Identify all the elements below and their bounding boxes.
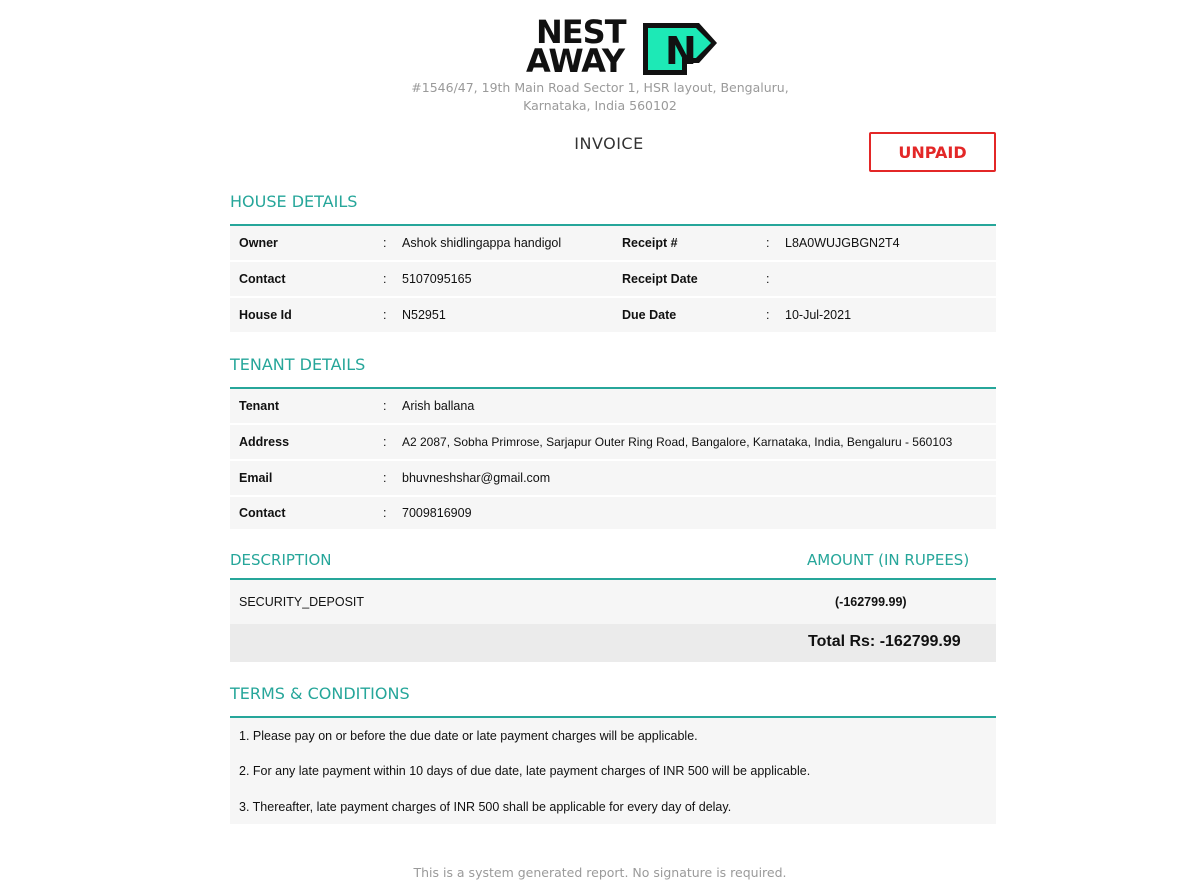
- logo-house-mark: [641, 21, 719, 77]
- description-heading: DESCRIPTION: [230, 551, 332, 569]
- company-address-line-1: #1546/47, 19th Main Road Sector 1, HSR layout, Bengaluru,: [411, 80, 789, 95]
- logo-line-2: AWAY: [526, 42, 625, 80]
- address-value: A2 2087, Sobha Primrose, Sarjapur Outer Ring Road, Bangalore, Karnataka, India, Bengaluru - 560103: [402, 435, 953, 449]
- tenant-row-address: [230, 425, 996, 459]
- house-details-heading: HOUSE DETAILS: [230, 192, 358, 211]
- separator: :: [383, 399, 387, 413]
- receipt-date-label: Receipt Date: [622, 272, 698, 286]
- separator: :: [766, 308, 770, 322]
- tenant-details-heading: TENANT DETAILS: [230, 355, 366, 374]
- house-id-label: House Id: [239, 308, 292, 322]
- due-date-value: 10-Jul-2021: [785, 308, 852, 322]
- company-address-line-2: Karnataka, India 560102: [523, 98, 677, 113]
- terms-item-text: 3. Thereafter, late payment charges of INR 500 shall be applicable for every day of delay.: [239, 799, 732, 814]
- terms-item: [230, 753, 996, 789]
- logo-line-1: NEST: [536, 13, 626, 51]
- terms-item-text: 1. Please pay on or before the due date or late payment charges will be applicable.: [239, 728, 698, 743]
- amount-heading: AMOUNT (IN RUPEES): [807, 551, 970, 569]
- email-value: bhuvneshshar@gmail.com: [402, 471, 551, 485]
- separator: :: [383, 236, 387, 250]
- tenant-row-contact: [230, 497, 996, 529]
- nestaway-logo: [526, 13, 720, 80]
- separator: :: [383, 308, 387, 322]
- tenant-contact-label: Contact: [239, 506, 286, 520]
- separator: :: [766, 272, 770, 286]
- tenant-contact-value: 7009816909: [402, 506, 472, 520]
- contact-label: Contact: [239, 272, 286, 286]
- separator: :: [383, 506, 387, 520]
- charge-line-item: [230, 580, 996, 624]
- contact-value: 5107095165: [402, 272, 472, 286]
- house-row-contact: [230, 262, 996, 296]
- owner-label: Owner: [239, 236, 278, 250]
- charge-description: SECURITY_DEPOSIT: [239, 595, 365, 609]
- footer-note: This is a system generated report. No signature is required.: [413, 865, 787, 880]
- separator: :: [383, 435, 387, 449]
- separator: :: [383, 471, 387, 485]
- terms-heading: TERMS & CONDITIONS: [230, 684, 410, 703]
- logo-mark-letter: N: [665, 29, 697, 73]
- receipt-value: L8A0WUJGBGN2T4: [785, 236, 900, 250]
- house-row-owner: [230, 226, 996, 260]
- tenant-row-email: [230, 461, 996, 495]
- address-label: Address: [239, 435, 290, 449]
- terms-item: [230, 718, 996, 753]
- tenant-row-name: [230, 389, 996, 423]
- terms-item-text: 2. For any late payment within 10 days of due date, late payment charges of INR 500 will be applicable.: [239, 764, 811, 778]
- total-amount: Total Rs: -162799.99: [808, 633, 961, 650]
- separator: :: [766, 236, 770, 250]
- email-label: Email: [239, 471, 273, 485]
- tenant-value: Arish ballana: [402, 399, 475, 413]
- separator: :: [383, 272, 387, 286]
- invoice-title: INVOICE: [574, 134, 644, 153]
- receipt-label: Receipt #: [622, 236, 678, 250]
- charge-amount: (-162799.99): [835, 595, 907, 609]
- terms-item: [230, 789, 996, 824]
- house-row-house-id: [230, 298, 996, 332]
- status-badge: UNPAID: [869, 132, 996, 172]
- due-date-label: Due Date: [622, 308, 677, 322]
- house-id-value: N52951: [402, 308, 446, 322]
- tenant-label: Tenant: [239, 399, 280, 413]
- owner-value: Ashok shidlingappa handigol: [402, 236, 562, 250]
